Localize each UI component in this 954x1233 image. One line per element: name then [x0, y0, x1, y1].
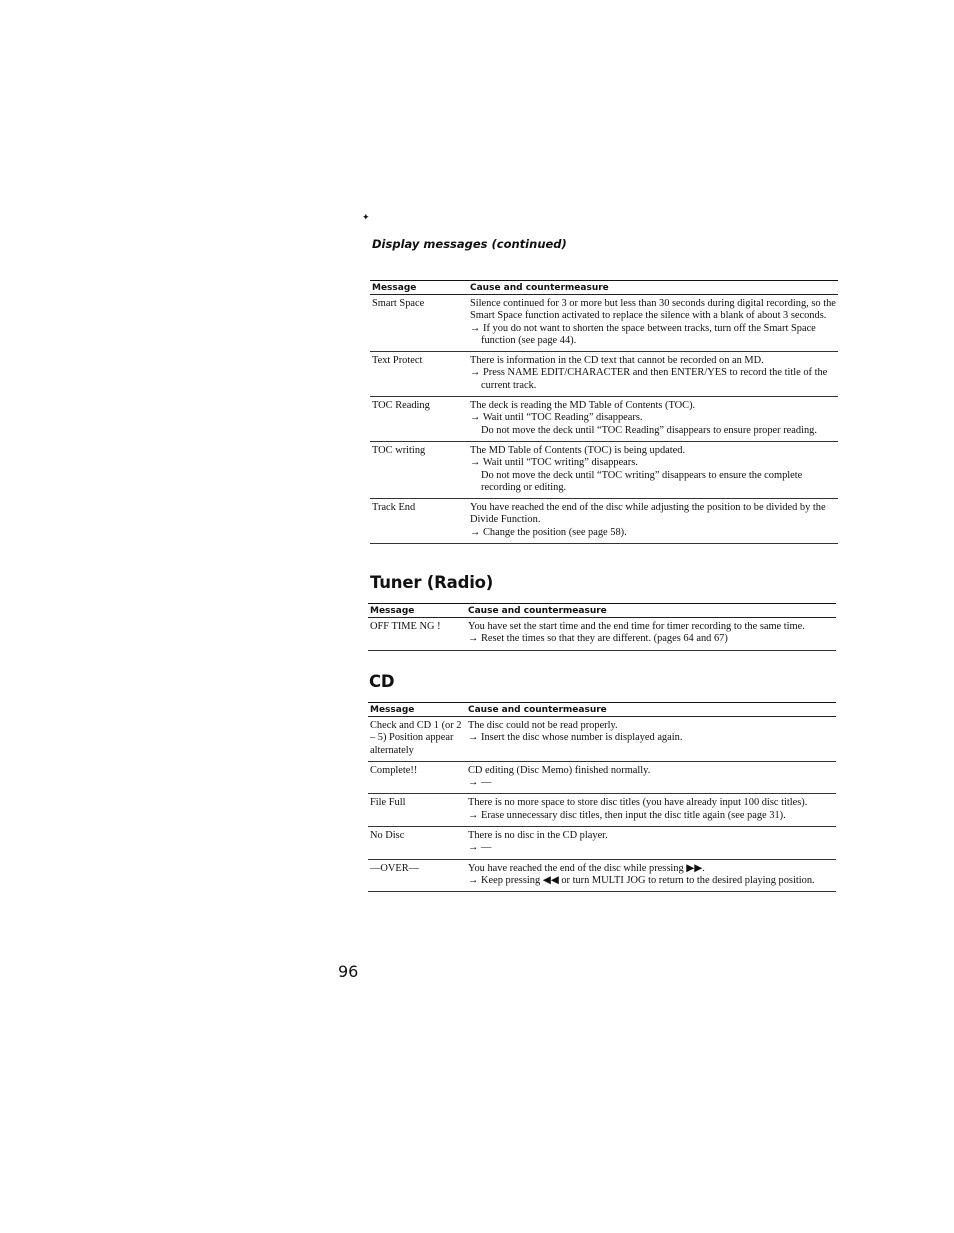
arrow-icon: → — [468, 809, 479, 821]
cd-messages-table — [368, 702, 836, 892]
countermeasure — [468, 842, 836, 854]
table-row — [368, 762, 836, 795]
arrow-icon: → — [468, 732, 479, 744]
note-text: Do not move the deck until “TOC writing” disappears to ensure the complete recording or editing. — [481, 469, 803, 493]
table-row — [370, 499, 838, 544]
arrow-icon: → — [470, 412, 481, 424]
cause-cell — [470, 445, 838, 494]
table-row — [368, 618, 836, 651]
cause-cell — [468, 863, 836, 888]
message-cell: Check and CD 1 (or 2 – 5) Position appear alternately — [370, 720, 462, 756]
countermeasure — [470, 527, 838, 539]
message-cell: —OVER— — [370, 862, 420, 874]
arrow-icon: → — [470, 367, 481, 379]
section-title-cd: CD — [369, 672, 395, 691]
cause-text: The deck is reading the MD Table of Contents (TOC). — [470, 400, 696, 412]
column-header-cause: Cause and countermeasure — [470, 283, 609, 293]
cause-cell — [468, 720, 836, 757]
message-cell: Complete!! — [370, 764, 418, 776]
tuner-messages-table — [368, 603, 836, 651]
display-messages-table — [370, 280, 838, 544]
cause-text: The disc could not be read properly. — [468, 720, 618, 731]
cause-cell — [468, 621, 836, 646]
message-cell: No Disc — [370, 830, 405, 842]
cause-text: You have set the start time and the end time for timer recording to the same time. — [468, 621, 805, 632]
cause-text: You have reached the end of the disc while adjusting the position to be divided by the Divide Function. — [470, 502, 826, 526]
crop-mark-icon: ✦ — [362, 212, 370, 222]
cause-text: There is no more space to store disc titles (you have already input 100 disc titles). — [468, 797, 808, 809]
countermeasure — [470, 412, 838, 424]
cause-text: There is information in the CD text that cannot be recorded on an MD. — [470, 355, 764, 367]
message-cell: OFF TIME NG ! — [370, 621, 441, 632]
arrow-icon: → — [470, 526, 481, 538]
note-text: Do not move the deck until “TOC Reading” disappears to ensure proper reading. — [481, 424, 817, 436]
countermeasure-text: Reset the times so that they are different. (pages 64 and 67) — [481, 633, 728, 645]
message-cell: File Full — [370, 797, 406, 809]
countermeasure — [470, 367, 838, 392]
column-header-cause: Cause and countermeasure — [468, 705, 607, 715]
section-title-tuner: Tuner (Radio) — [370, 573, 494, 592]
table-row — [370, 295, 838, 352]
cause-text: The MD Table of Contents (TOC) is being updated. — [470, 444, 686, 456]
cause-cell — [470, 355, 838, 392]
countermeasure — [468, 777, 836, 789]
countermeasure-text: Erase unnecessary disc titles, then input the disc title again (see page 31). — [481, 809, 786, 821]
column-header-cause: Cause and countermeasure — [468, 606, 607, 616]
countermeasure — [470, 457, 838, 469]
arrow-icon: → — [470, 457, 481, 469]
cause-text: There is no disc in the CD player. — [468, 830, 608, 842]
countermeasure — [468, 633, 836, 645]
arrow-icon: → — [468, 842, 479, 854]
table-row — [370, 397, 838, 442]
arrow-icon: → — [468, 777, 479, 789]
section-title-display-messages: Display messages (continued) — [372, 237, 567, 251]
cause-cell — [468, 765, 836, 790]
countermeasure — [468, 875, 836, 887]
cause-text: Silence continued for 3 or more but less than 30 seconds during digital recording, so the Smart Space function activated to replace the silence with a blank of about 3 seconds. — [470, 298, 836, 322]
message-cell: Text Protect — [372, 355, 423, 367]
countermeasure — [470, 323, 838, 348]
countermeasure — [468, 810, 836, 822]
countermeasure-text: Wait until “TOC Reading” disappears. — [482, 412, 643, 424]
table-row — [368, 717, 836, 762]
table-row — [368, 827, 836, 860]
arrow-icon: → — [468, 633, 479, 645]
countermeasure-text: Press NAME EDIT/CHARACTER and then ENTER/YES to record the title of the current track. — [481, 367, 828, 391]
countermeasure-text: Insert the disc whose number is displayed again. — [481, 732, 683, 744]
countermeasure-text: — — [481, 842, 492, 854]
cause-cell — [470, 502, 838, 539]
column-header-message: Message — [372, 283, 417, 293]
countermeasure — [468, 732, 836, 744]
table-header — [370, 281, 838, 295]
countermeasure-text: — — [481, 777, 492, 789]
page-number: 96 — [338, 962, 359, 981]
arrow-icon: → — [470, 322, 481, 334]
column-header-message: Message — [370, 606, 415, 616]
column-header-message: Message — [370, 705, 415, 715]
table-row — [370, 442, 838, 499]
cause-cell — [468, 797, 836, 822]
message-cell: TOC writing — [372, 444, 426, 456]
table-header — [368, 604, 836, 618]
table-row — [368, 860, 836, 893]
table-header — [368, 703, 836, 717]
cause-text: CD editing (Disc Memo) finished normally. — [468, 764, 651, 776]
cause-cell — [468, 830, 836, 855]
countermeasure-text: Change the position (see page 58). — [483, 526, 627, 538]
arrow-icon: → — [468, 874, 479, 886]
countermeasure-text: Keep pressing ◀◀ or turn MULTI JOG to return to the desired playing position. — [481, 874, 815, 886]
message-cell: Smart Space — [372, 298, 425, 309]
countermeasure-text: Wait until “TOC writing” disappears. — [482, 457, 638, 469]
table-row — [370, 352, 838, 397]
message-cell: TOC Reading — [372, 400, 430, 412]
message-cell: Track End — [372, 502, 416, 514]
cause-cell — [470, 298, 838, 347]
countermeasure-text: If you do not want to shorten the space between tracks, turn off the Smart Space function (see page 44). — [481, 322, 816, 346]
table-row — [368, 794, 836, 827]
cause-text: You have reached the end of the disc while pressing ▶▶. — [468, 862, 705, 874]
cause-cell — [470, 400, 838, 437]
